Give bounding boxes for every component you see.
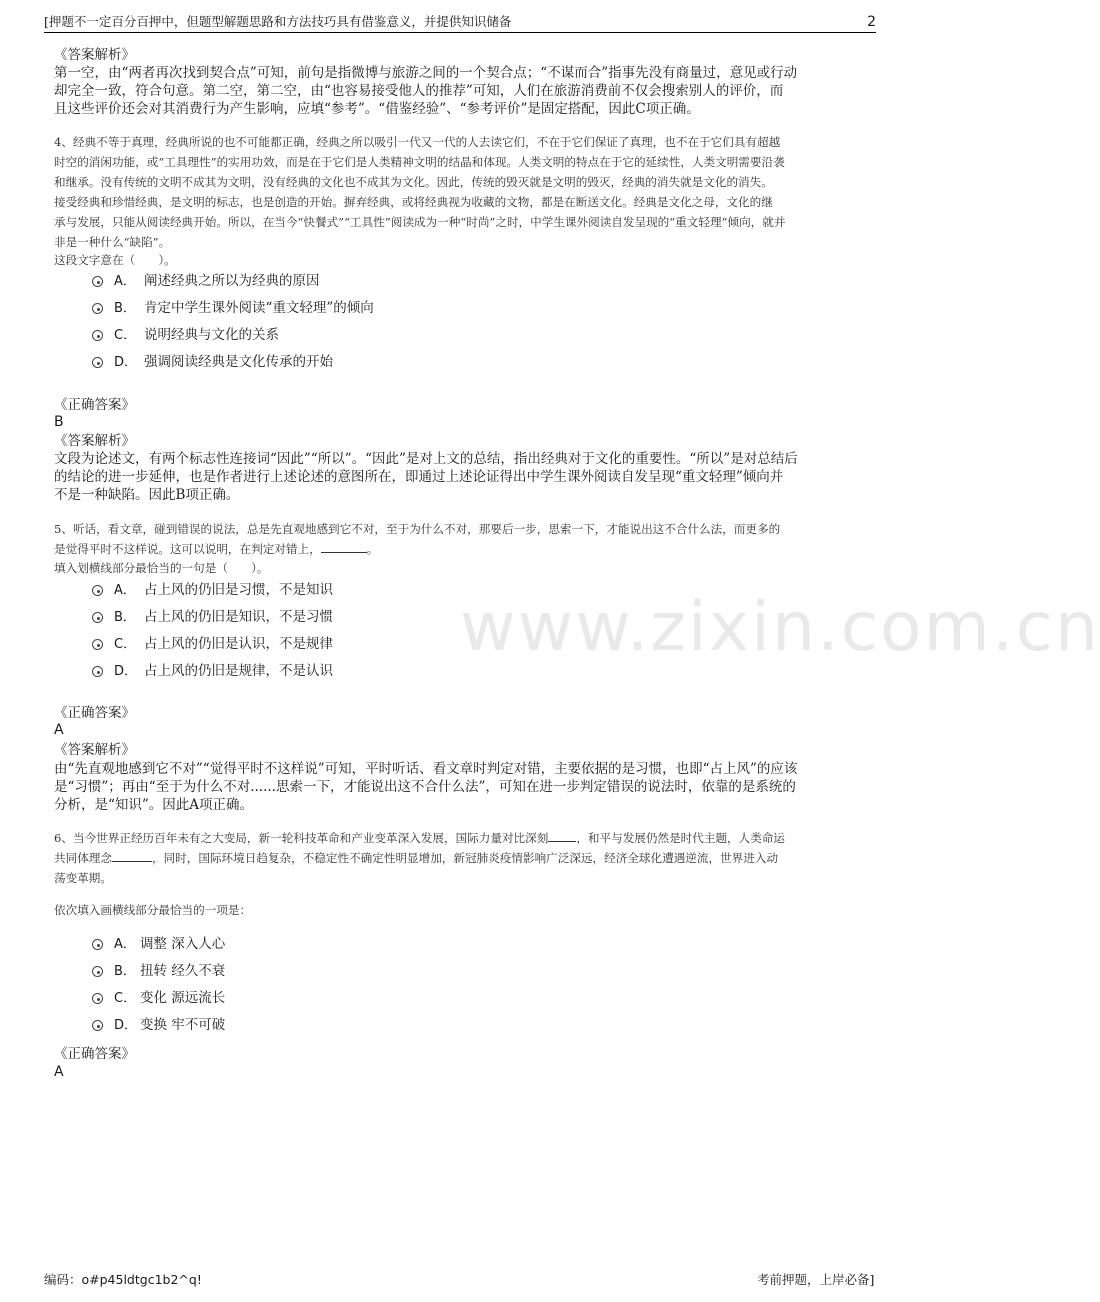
radio-icon[interactable] <box>92 666 103 677</box>
q6-stem-line <box>54 828 870 848</box>
watermark: www.zixin.com.cn <box>460 588 1100 667</box>
q6-options <box>92 931 792 1039</box>
q5-analysis-label: 《答案解析》 <box>54 742 135 758</box>
option-text: 肯定中学生课外阅读“重文轻理”的倾向 <box>144 300 374 316</box>
radio-icon[interactable] <box>92 966 103 977</box>
q5-analysis-line: 分析，是“知识”。因此A项正确。 <box>54 797 254 813</box>
footer-code: 编码：o#p45ldtgc1b2^q! <box>44 1272 202 1287</box>
q6-question-prompt: 依次填入画横线部分最恰当的一项是： <box>54 903 252 917</box>
radio-icon[interactable] <box>92 1020 103 1031</box>
q3-analysis-line: 且这些评价还会对其消费行为产生影响，应填“参考”。“借鉴经验”、“参考评价”是固定搭配，因此C项正确。 <box>54 101 700 117</box>
q5-analysis-line: 是“习惯”；再由“至于为什么不对......思索一下，才能说出这不合什么法”，可知在进一步判定错误的说法时，依靠的是系统的 <box>54 779 796 795</box>
radio-icon[interactable] <box>92 585 103 596</box>
q6-option-c[interactable] <box>92 985 792 1012</box>
q5-option-d[interactable] <box>92 658 792 685</box>
option-letter: D． <box>114 664 138 679</box>
q5-answer-label: 《正确答案》 <box>54 705 135 721</box>
q5-option-b[interactable] <box>92 604 792 631</box>
radio-icon[interactable] <box>92 357 103 368</box>
q4-answer-label: 《正确答案》 <box>54 397 135 413</box>
fill-blank <box>112 849 152 862</box>
q5-option-a[interactable] <box>92 577 792 604</box>
radio-icon[interactable] <box>92 612 103 623</box>
q4-analysis-line: 的结论的进一步延伸，也是作者进行上述论述的意图所在，即通过上述论证得出中学生课外阅读自发呈现“重文轻理”倾向并 <box>54 469 784 485</box>
q4-stem-line: 承与发展，只能从阅读经典开始。所以，在当今“快餐式”“工具性”阅读成为一种“时尚”之时，中学生课外阅读自发呈现的“重文轻理”倾向，就并 <box>54 215 786 229</box>
option-text: 变化 源远流长 <box>140 990 226 1006</box>
q5-analysis-line: 由“先直观地感到它不对”“觉得平时不这样说”可知，平时听话、看文章时判定对错，主要依据的是习惯，也即“占上风”的应该 <box>54 761 798 777</box>
option-letter: B． <box>114 610 136 625</box>
option-letter: B． <box>114 301 136 316</box>
page-header <box>44 12 876 33</box>
q4-stem-line: 和继承。没有传统的文明不成其为文明，没有经典的文化也不成其为文化。因此，传统的毁灭就是文明的毁灭，经典的消失就是文化的消失。 <box>54 175 773 189</box>
q5-stem-line: 5、听话，看文章，碰到错误的说法，总是先直观地感到它不对，至于为什么不对，那要后一步，思索一下，才能说出这不合什么法，而更多的 <box>54 522 781 536</box>
q6-option-d[interactable] <box>92 1012 792 1039</box>
page-number: 2 <box>867 14 876 30</box>
option-text: 扭转 经久不衰 <box>140 963 226 979</box>
q6-stem-line: 荡变革期。 <box>54 871 112 885</box>
option-text: 调整 深入人心 <box>140 936 226 952</box>
q6-stem-line <box>54 848 870 868</box>
q4-option-a[interactable] <box>92 268 792 295</box>
footer-slogan: 考前押题，上岸必备] <box>757 1272 875 1287</box>
q6-stem-text: ，同时，国际环境日趋复杂，不稳定性不确定性明显增加，新冠肺炎疫情影响广泛深远，经济全球化遭遇逆流，世界进入动 <box>151 851 779 865</box>
q5-answer: A <box>54 722 64 738</box>
option-letter: B． <box>114 964 136 979</box>
radio-icon[interactable] <box>92 939 103 950</box>
radio-icon[interactable] <box>92 330 103 341</box>
q6-option-b[interactable] <box>92 958 792 985</box>
option-letter: D． <box>114 1018 138 1033</box>
fill-blank <box>321 540 367 553</box>
q4-stem-line: 时空的消闲功能，或“工具理性”的实用功效，而是在于它们是人类精神文明的结晶和体现。人类文明的特点在于它的延续性，人类文明需要沿袭 <box>54 155 785 169</box>
q3-analysis-label: 《答案解析》 <box>54 47 135 63</box>
q5-stem-text: 是觉得平时不这样说。这可以说明，在判定对错上， <box>54 542 321 556</box>
q5-question-prompt: 填入划横线部分最恰当的一句是（ ）。 <box>54 561 269 575</box>
option-text: 占上风的仍旧是规律，不是认识 <box>144 663 333 679</box>
header-text: [押题不一定百分百押中，但题型解题思路和方法技巧具有借鉴意义，并提供知识储备 <box>44 14 512 29</box>
option-letter: A． <box>114 274 136 289</box>
option-text: 说明经典与文化的关系 <box>144 327 279 343</box>
q5-stem-text: 。 <box>366 542 379 556</box>
q4-answer: B <box>54 414 64 430</box>
option-letter: D． <box>114 355 138 370</box>
q5-stem-line <box>54 539 870 559</box>
option-text: 强调阅读经典是文化传承的开始 <box>144 354 333 370</box>
q4-question-prompt: 这段文字意在（ ）。 <box>54 253 176 267</box>
radio-icon[interactable] <box>92 303 103 314</box>
option-letter: C． <box>114 328 137 343</box>
q6-option-a[interactable] <box>92 931 792 958</box>
q5-option-c[interactable] <box>92 631 792 658</box>
radio-icon[interactable] <box>92 276 103 287</box>
q4-option-d[interactable] <box>92 349 792 376</box>
option-text: 占上风的仍旧是认识，不是规律 <box>144 636 333 652</box>
option-letter: C． <box>114 991 137 1006</box>
q6-stem-text: 6、当今世界正经历百年未有之大变局，新一轮科技革命和产业变革深入发展，国际力量对比深刻 <box>54 831 549 845</box>
q4-analysis-line: 不是一种缺陷。因此B项正确。 <box>54 487 240 503</box>
option-letter: C． <box>114 637 137 652</box>
option-letter: A． <box>114 583 136 598</box>
q4-analysis-label: 《答案解析》 <box>54 433 135 449</box>
q4-stem-line: 接受经典和珍惜经典，是文明的标志，也是创造的开始。摒弃经典，或将经典视为收藏的文物，都是在断送文化。经典是文化之母，文化的继 <box>54 195 773 209</box>
q6-answer-label: 《正确答案》 <box>54 1046 135 1062</box>
option-text: 占上风的仍旧是知识，不是习惯 <box>144 609 333 625</box>
q4-analysis-line: 文段为论述文，有两个标志性连接词“因此”“所以”。“因此”是对上文的总结，指出经典对于文化的重要性。“所以”是对总结后 <box>54 451 798 467</box>
fill-blank <box>548 829 576 842</box>
q5-options <box>92 577 792 685</box>
q6-stem-text: ，和平与发展仍然是时代主题，人类命运 <box>576 831 786 845</box>
option-text: 变换 牢不可破 <box>140 1017 226 1033</box>
q4-stem-line: 非是一种什么“缺陷”。 <box>54 235 171 249</box>
option-text: 阐述经典之所以为经典的原因 <box>144 273 320 289</box>
q3-analysis-line: 却完全一致，符合句意。第二空，第二空，由“也容易接受他人的推荐”可知，人们在旅游消费前不仅会搜索别人的评价，而 <box>54 83 784 99</box>
q4-option-c[interactable] <box>92 322 792 349</box>
radio-icon[interactable] <box>92 639 103 650</box>
q4-options <box>92 268 792 376</box>
q3-analysis-line: 第一空，由“两者再次找到契合点”可知，前句是指微博与旅游之间的一个契合点；“不谋而合”指事先没有商量过，意见或行动 <box>54 65 798 81</box>
q4-stem-line: 4、经典不等于真理，经典所说的也不可能都正确，经典之所以吸引一代又一代的人去读它们，不在于它们保证了真理，也不在于它们具有超越 <box>54 135 781 149</box>
option-letter: A． <box>114 937 136 952</box>
option-text: 占上风的仍旧是习惯，不是知识 <box>144 582 333 598</box>
radio-icon[interactable] <box>92 993 103 1004</box>
q6-stem-text: 共同体理念 <box>54 851 112 865</box>
q4-option-b[interactable] <box>92 295 792 322</box>
q6-answer: A <box>54 1064 64 1080</box>
